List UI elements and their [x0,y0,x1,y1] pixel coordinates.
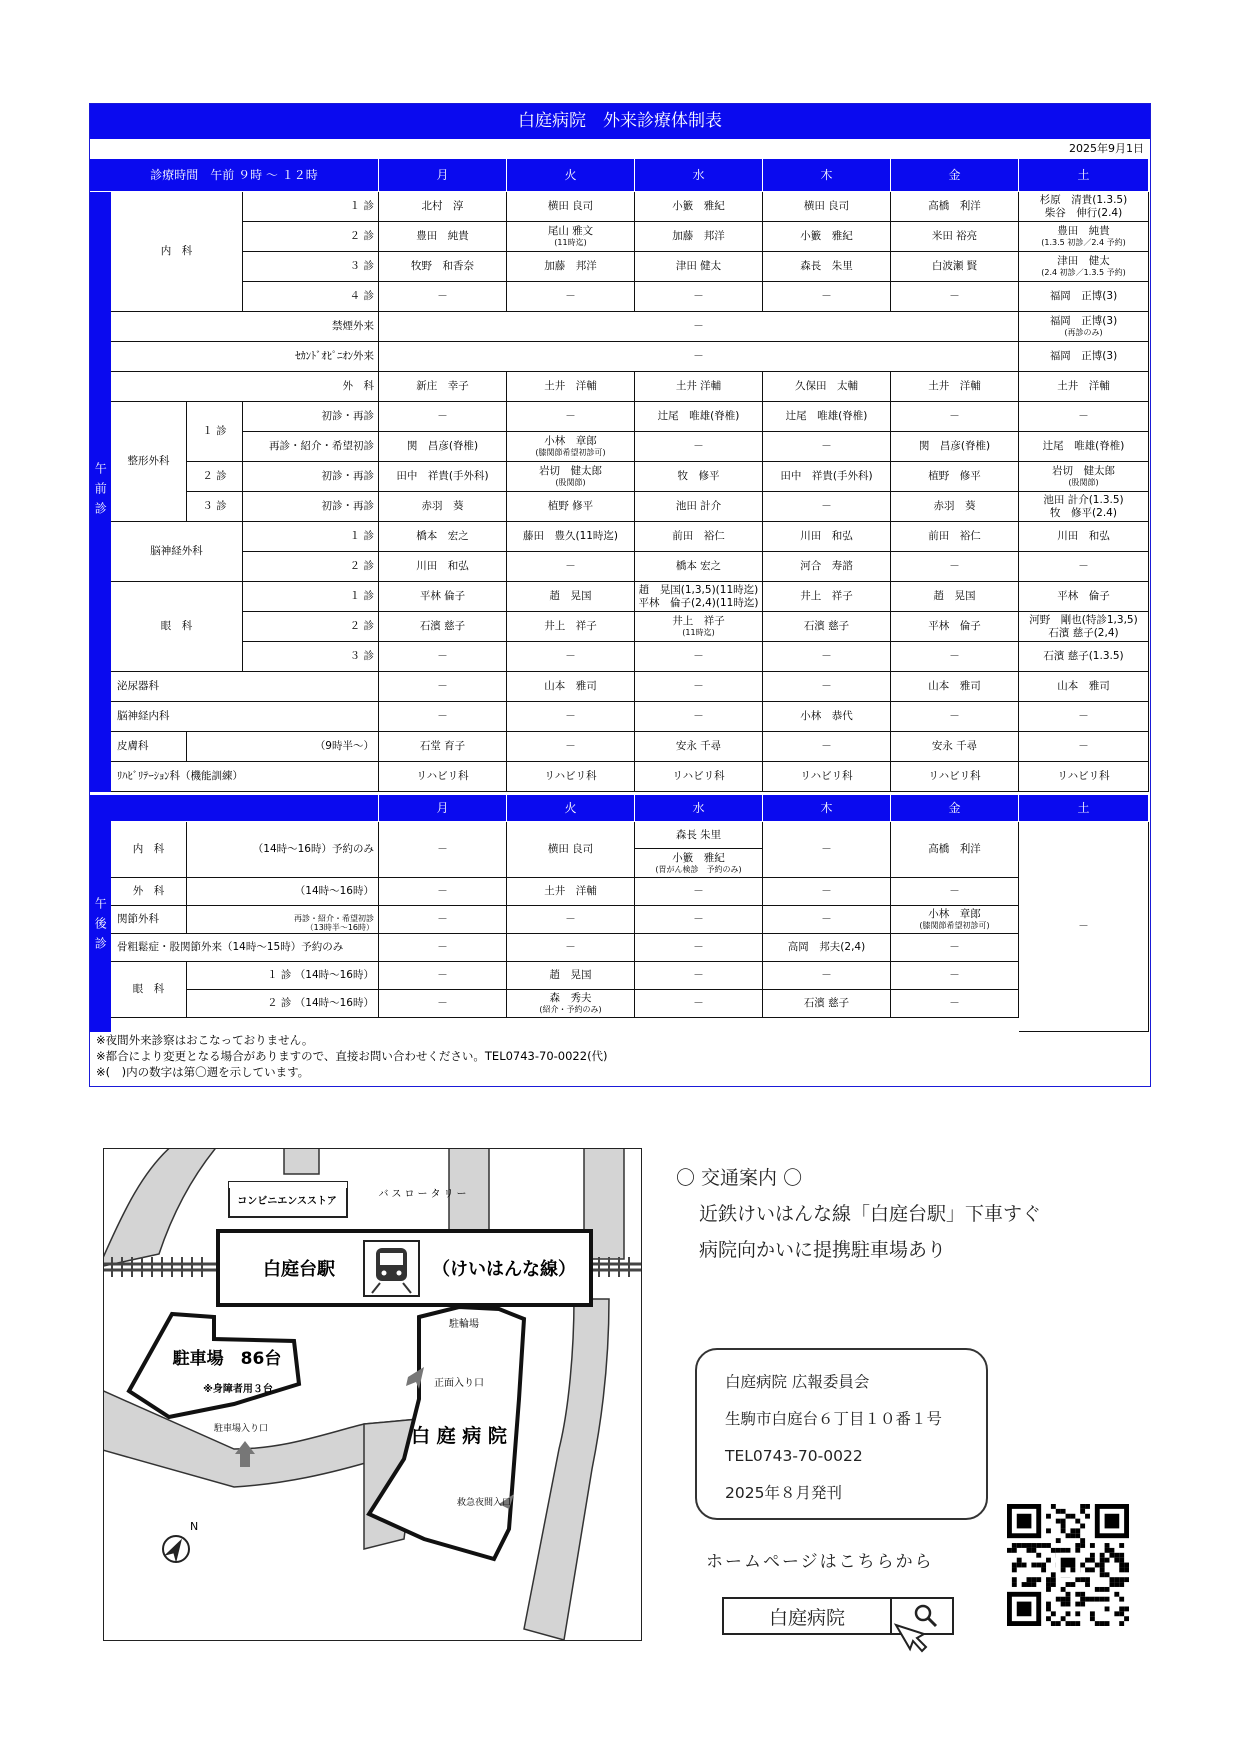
schedule-cell: 前田 裕仁 [891,522,1019,552]
schedule-cell: － [379,702,507,732]
dept-noushinkei-geka: 脳神経外科 [111,522,243,582]
schedule-cell [507,990,635,1018]
schedule-table [89,103,1151,1087]
schedule-cell: 安永 千尋 [635,732,763,762]
cell-line: (股関節) [1068,478,1099,487]
schedule-cell: 福岡 正博(3) [1019,342,1149,372]
schedule-cell: リハビリ科 [763,762,891,792]
dept-geka: 外 科 [111,372,379,402]
schedule-cell: 植野 修平 [507,492,635,522]
cell-line: 津田 健太 [1057,255,1110,268]
day-header: 火 [507,159,635,192]
cell-line: 岩切 健太郎 [1052,465,1115,478]
schedule-cell: 石濱 慈子(1.3.5) [1019,642,1149,672]
schedule-cell: － [635,702,763,732]
schedule-cell [635,849,763,878]
cell-line: (膝関節希望初診可) [535,448,606,457]
schedule-cell: － [763,878,891,906]
schedule-cell: 川田 和弘 [1019,522,1149,552]
schedule-cell: 森長 朱里 [763,252,891,282]
am-section-label: 午前診 [90,192,111,792]
pm-geka-time: （14時～16時） [187,878,379,906]
schedule-cell: リハビリ科 [1019,762,1149,792]
access-line: 病院向かいに提携駐車場あり [699,1239,947,1261]
schedule-cell: 土井 洋輔 [635,372,763,402]
pm-naika-time: （14時～16時）予約のみ [187,822,379,878]
schedule-cell: － [763,432,891,462]
schedule-cell: 土井 洋輔 [507,878,635,906]
pm-dept-kotsu: 骨粗鬆症・股関節外来（14時～15時）予約のみ [111,934,379,962]
schedule-cell: 趙 晃国 [507,962,635,990]
issue-date: 2025年9月1日 [1069,142,1144,155]
parking-entry-label: 駐車場入り口 [213,1424,269,1434]
cell-line: (再診のみ) [1064,328,1103,337]
schedule-cell: － [891,552,1019,582]
north-label: N [190,1520,199,1533]
cell-line: （13時半～16時） [305,923,374,933]
schedule-cell: リハビリ科 [891,762,1019,792]
shin-label: ２ 診 [187,462,243,492]
front-entry-label: 正面入り口 [434,1378,484,1389]
cell-line: 河野 剛也(特診1,3,5) [1029,613,1138,626]
schedule-cell: 高岡 邦夫(2,4) [763,934,891,962]
schedule-cell: 趙 晃国 [891,582,1019,612]
schedule-cell: － [379,642,507,672]
parking-label: 駐車場 86台 [172,1349,282,1369]
shin-label: １ 診 [243,522,379,552]
card-org: 白庭病院 広報委員会 [725,1373,870,1391]
schedule-cell [1019,492,1149,522]
schedule-cell: － [635,878,763,906]
cell-line: 石濱 慈子(2,4) [1048,626,1119,639]
schedule-cell [635,582,763,612]
schedule-cell: 石濱 慈子 [379,612,507,642]
cell-line: (11時迄) [554,238,587,247]
shin-label: １ 診 [243,582,379,612]
shin-label: ２ 診 [243,222,379,252]
schedule-cell: 田中 祥貴(手外科) [379,462,507,492]
dept-seikei: 整形外科 [111,402,187,522]
schedule-cell: 植野 修平 [891,462,1019,492]
access-map [103,1148,642,1641]
search-box[interactable] [722,1597,954,1635]
schedule-cell [1019,252,1149,282]
dept-naika: 内 科 [111,192,243,312]
schedule-cell: 橋本 宏之 [635,552,763,582]
schedule-cell: － [379,990,507,1018]
schedule-cell [507,432,635,462]
day-header: 月 [379,795,507,822]
schedule-cell: 平林 倫子 [379,582,507,612]
cell-line: 小林 章郎 [928,908,981,921]
line-label: （けいはんな線） [432,1259,576,1280]
schedule-cell: － [635,962,763,990]
schedule-cell [507,222,635,252]
parking-sub-label: ※身障者用３台 [203,1384,273,1395]
pointer-cursor-icon [890,1621,930,1661]
schedule-cell [1019,312,1149,342]
schedule-cell: 関 昌彦(脊椎) [379,432,507,462]
time-header: 診療時間 午前 ９時 ～ １２時 [90,159,379,192]
schedule-cell: － [379,282,507,312]
schedule-cell: － [507,906,635,934]
konbini-label: コンビニエンスストア [237,1196,337,1207]
shin-label: ３ 診 [243,252,379,282]
search-text[interactable]: 白庭病院 [768,1606,845,1629]
schedule-cell: － [635,672,763,702]
schedule-cell: － [763,822,891,878]
schedule-cell: 小林 恭代 [763,702,891,732]
schedule-cell: － [635,642,763,672]
schedule-cell: 森長 朱里 [635,822,763,849]
cell-line: 牧 修平(2.4) [1050,506,1117,519]
pm-time-header [111,795,379,822]
schedule-cell: 高橋 利洋 [891,192,1019,222]
schedule-cell: 牧野 和香奈 [379,252,507,282]
pm-band-corner [90,795,111,822]
schedule-cell: 高橋 利洋 [891,822,1019,878]
shin-type: 初診・再診 [243,492,379,522]
schedule-cell: － [763,906,891,934]
schedule-cell: 北村 淳 [379,192,507,222]
map-drawing [104,1149,641,1640]
contact-card [695,1348,988,1520]
schedule-cell: 小籔 雅紀 [763,222,891,252]
shin-label: １ 診 [243,192,379,222]
schedule-cell: － [507,934,635,962]
schedule-cell: － [379,906,507,934]
schedule-cell: － [635,432,763,462]
day-header: 木 [763,795,891,822]
station-label: 白庭台駅 [263,1259,335,1280]
schedule-cell: 石濱 慈子 [763,990,891,1018]
cell-line: (1.3.5 初診／2.4 予約) [1041,238,1126,247]
schedule-cell: － [379,672,507,702]
schedule-cell: 小籔 雅紀 [635,192,763,222]
schedule-cell: － [635,282,763,312]
dept-hifu: 皮膚科 [111,732,187,762]
cell-line: 豊田 純貴 [1057,225,1110,238]
schedule-cell: 白波瀬 賢 [891,252,1019,282]
schedule-cell: 土井 洋輔 [891,372,1019,402]
schedule-cell: － [763,732,891,762]
schedule-cell: 米田 裕亮 [891,222,1019,252]
cell-line: 柴谷 伸行(2.4) [1044,206,1123,219]
schedule-cell: 横田 良司 [507,822,635,878]
schedule-cell [507,462,635,492]
schedule-cell: － [763,962,891,990]
cell-line: (胃がん検診 予約のみ) [655,864,742,874]
schedule-cell: 土井 洋輔 [1019,372,1149,402]
schedule-cell: 河合 寿諮 [763,552,891,582]
dept-hinyo: 泌尿器科 [111,672,379,702]
schedule-cell: 平林 倫子 [1019,582,1149,612]
shin-type: 再診・紹介・希望初診 [243,432,379,462]
schedule-cell: 土井 洋輔 [507,372,635,402]
dept-riha: ﾘﾊﾋﾞﾘﾃｰｼｮﾝ科（機能訓練） [111,762,379,792]
schedule-cell: 横田 良司 [763,192,891,222]
cell-line: 再診・紹介・希望初診 [294,913,374,923]
schedule-cell [1019,222,1149,252]
schedule-cell [1019,612,1149,642]
dept-ganka: 眼 科 [111,582,243,672]
shin-label: １ 診 [187,402,243,462]
cell-line: 岩切 健太郎 [539,465,602,478]
schedule-cell: － [635,934,763,962]
schedule-cell: － [1019,402,1149,432]
card-tel: TEL0743-70-0022 [725,1447,863,1465]
schedule-cell: － [891,702,1019,732]
notes [96,1032,608,1080]
pm-dept-ganka: 眼 科 [111,962,187,1018]
schedule-cell: － [635,906,763,934]
schedule-cell: － [379,342,1019,372]
shin-label: ３ 診 [187,492,243,522]
schedule-cell: 辻尾 唯雄(脊椎) [635,402,763,432]
schedule-cell: － [1019,732,1149,762]
cell-line: 尾山 雅文 [547,225,594,238]
schedule-cell: 山本 雅司 [507,672,635,702]
qr-code-icon[interactable] [1007,1504,1129,1626]
schedule-cell [635,612,763,642]
day-header: 月 [379,159,507,192]
schedule-cell: 赤羽 葵 [379,492,507,522]
schedule-cell: 加藤 邦洋 [507,252,635,282]
card-address: 生駒市白庭台６丁目１０番１号 [725,1410,943,1428]
hospital-map-label: 白 庭 病 院 [411,1425,507,1447]
schedule-cell: 山本 雅司 [1019,672,1149,702]
day-header: 金 [891,159,1019,192]
schedule-cell: － [891,878,1019,906]
schedule-cell: 橋本 宏之 [379,522,507,552]
shin-type: 初診・再診 [243,402,379,432]
schedule-cell: － [507,702,635,732]
cell-line: 池田 計介(1.3.5) [1043,493,1124,506]
cell-line: (2.4 初診／1.3.5 予約) [1041,268,1126,277]
cell-line: (股関節) [555,478,586,487]
note-line: ※夜間外来診察はおこなっておりません。 [96,1033,314,1047]
schedule-cell: 新庄 幸子 [379,372,507,402]
cell-line: 杉原 清貴(1.3.5) [1039,193,1128,206]
schedule-cell: 石濱 慈子 [763,612,891,642]
churin-label: 駐輪場 [449,1319,479,1330]
day-header: 水 [635,159,763,192]
schedule-cell: － [507,732,635,762]
schedule-cell: － [763,492,891,522]
schedule-cell: 平林 倫子 [891,612,1019,642]
access-heading: 〇 交通案内 〇 [676,1167,803,1189]
schedule-cell: － [507,642,635,672]
train-icon [364,1241,419,1296]
schedule-cell: － [507,282,635,312]
day-header: 木 [763,159,891,192]
schedule-cell: － [763,642,891,672]
schedule-cell: リハビリ科 [635,762,763,792]
day-header: 土 [1019,795,1149,822]
day-header: 金 [891,795,1019,822]
schedule-cell: 川田 和弘 [763,522,891,552]
day-header: 水 [635,795,763,822]
day-header: 土 [1019,159,1149,192]
shin-type: 初診・再診 [243,462,379,492]
schedule-cell: － [379,934,507,962]
schedule-cell: － [379,402,507,432]
shin-label: ３ 診 [243,642,379,672]
pm-dept-geka: 外 科 [111,878,187,906]
cell-line: (紹介・予約のみ) [539,1005,602,1014]
schedule-cell: 趙 晃国 [507,582,635,612]
schedule-cell: 池田 計介 [635,492,763,522]
pm-dept-naika: 内 科 [111,822,187,878]
schedule-cell: 久保田 太輔 [763,372,891,402]
dept-second-opinion: ｾｶﾝﾄﾞｵﾋﾟﾆｵﾝ外来 [111,342,379,372]
schedule-cell [1019,192,1149,222]
schedule-cell: 加藤 邦洋 [635,222,763,252]
schedule-cell: － [507,552,635,582]
schedule-cell: 川田 和弘 [379,552,507,582]
hifu-time: （9時半～） [187,732,379,762]
note-line: ※都合により変更となる場合がありますので、直接お問い合わせください。TEL0743-70-0022(代) [96,1049,608,1063]
schedule-cell: － [1019,552,1149,582]
schedule-cell: － [379,822,507,878]
schedule-cell: － [379,878,507,906]
schedule-cell: リハビリ科 [379,762,507,792]
schedule-cell: 牧 修平 [635,462,763,492]
schedule-cell: － [891,962,1019,990]
schedule-cell: 安永 千尋 [891,732,1019,762]
access-line: 近鉄けいはんな線「白庭台駅」下車すぐ [699,1203,1042,1225]
pm-section-label: 午後診 [90,822,111,1032]
schedule-cell: － [891,934,1019,962]
day-header: 火 [507,795,635,822]
pm-kansetsu-time [187,906,379,934]
cell-line: (11時迄) [682,628,715,637]
dept-noushinkei-naika: 脳神経内科 [111,702,379,732]
schedule-cell: － [763,282,891,312]
schedule-cell: 石堂 育子 [379,732,507,762]
schedule-cell: － [379,312,1019,342]
shin-label: ２ 診 [243,552,379,582]
schedule-cell: 辻尾 唯雄(脊椎) [763,402,891,432]
shin-label: ２ 診 [243,612,379,642]
schedule-cell: － [763,672,891,702]
schedule-title: 白庭病院 外来診療体制表 [90,104,1150,139]
cell-line: 福岡 正博(3) [1049,315,1118,328]
schedule-cell: 藤田 豊久(11時迄) [507,522,635,552]
cell-line: 趙 晃国(1,3,5)(11時迄) [638,583,759,596]
schedule-cell: － [891,282,1019,312]
emergency-label: 救急夜間入口 [456,1498,512,1508]
schedule-cell: － [1019,702,1149,732]
schedule-cell: 井上 祥子 [507,612,635,642]
schedule-cell: 横田 良司 [507,192,635,222]
shin-label: ４ 診 [243,282,379,312]
schedule-cell: － [891,990,1019,1018]
schedule-cell: － [635,990,763,1018]
schedule-cell: 前田 裕仁 [635,522,763,552]
schedule-cell: － [379,962,507,990]
schedule-cell: － [1019,822,1149,1032]
schedule-cell: 井上 祥子 [763,582,891,612]
cell-line: 小林 章郎 [544,435,597,448]
north-compass-icon [163,1535,189,1563]
homepage-label: ホームページはこちらから [706,1552,934,1572]
dept-kinen: 禁煙外来 [111,312,379,342]
note-line: ※( )内の数字は第〇週を示しています。 [96,1065,310,1079]
schedule-cell: 豊田 純貴 [379,222,507,252]
schedule-cell: 田中 祥貴(手外科) [763,462,891,492]
schedule-cell: 辻尾 唯雄(脊椎) [1019,432,1149,462]
schedule-cell: 津田 健太 [635,252,763,282]
pm-ganka1-label: １ 診 （14時～16時） [187,962,379,990]
schedule-cell: － [507,402,635,432]
schedule-cell: 赤羽 葵 [891,492,1019,522]
access-info [676,1160,1041,1268]
pm-ganka2-label: ２ 診 （14時～16時） [187,990,379,1018]
bus-label: バスロータリー [378,1189,470,1200]
cell-line: 森 秀夫 [549,992,592,1005]
schedule-cell: 山本 雅司 [891,672,1019,702]
schedule-cell: － [891,402,1019,432]
schedule-cell [1019,462,1149,492]
pm-dept-kansetsu: 関節外科 [111,906,187,934]
cell-line: 平林 倫子(2,4)(11時迄) [638,596,759,609]
card-issued: 2025年８月発刊 [725,1484,842,1502]
cell-line: (膝関節希望初診可) [919,921,990,930]
schedule-cell: 関 昌彦(脊椎) [891,432,1019,462]
schedule-cell [891,906,1019,934]
schedule-cell: 福岡 正博(3) [1019,282,1149,312]
schedule-cell: リハビリ科 [507,762,635,792]
cell-line: 井上 祥子 [672,615,725,628]
schedule-cell: － [891,642,1019,672]
cell-line: 小籔 雅紀 [672,851,725,864]
